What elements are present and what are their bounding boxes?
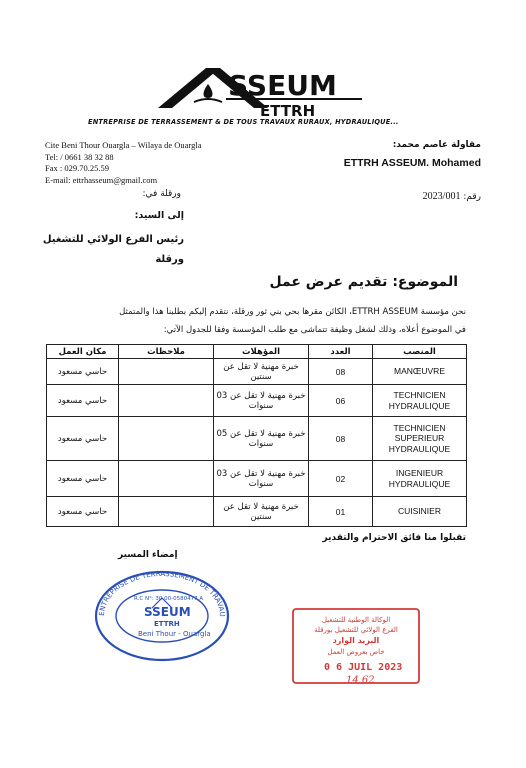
cell-qualifications: خبرة مهنية لا تقل عن 05 سنوات	[214, 417, 309, 461]
cell-notes	[119, 359, 214, 385]
table-row	[47, 359, 467, 385]
logo-text-top: SSEUM	[228, 69, 337, 102]
body-line-1: نحن مؤسسة ETTRH ASSEUM، الكائن مقرها بحي بني ثور ورقلة، نتقدم إليكم بطلبنا هذا والمتمثل	[119, 307, 466, 317]
stamp-red-line2: الفرع الولائي للتشغيل بورقلة	[314, 626, 398, 634]
cell-position: TECHNICIEN SUPERIEUR HYDRAULIQUE	[373, 417, 467, 461]
cell-notes	[119, 417, 214, 461]
drop-icon	[204, 84, 213, 98]
table-row	[47, 497, 467, 527]
company-stamp-graphic	[92, 568, 232, 664]
logo-text-bottom: ETTRH	[260, 102, 316, 120]
contact-email: E-mail: ettrhasseum@gmail.com	[45, 174, 158, 185]
stamp-red-number: 14 62	[346, 675, 375, 686]
cell-location: حاسي مسعود	[47, 417, 119, 461]
table-header-row	[47, 345, 467, 359]
cell-position: TECHNICIEN HYDRAULIQUE	[373, 385, 467, 417]
signature-label: إمضاء المسير	[118, 550, 178, 560]
cell-location: حاسي مسعود	[47, 359, 119, 385]
cell-notes	[119, 385, 214, 417]
contact-address: Cite Beni Thour Ouargla – Wilaya de Ouargla	[45, 140, 202, 150]
table-row	[47, 461, 467, 497]
cell-count: 08	[309, 359, 373, 385]
company-stamp	[92, 568, 232, 664]
cell-qualifications: خبرة مهنية لا تقل عن 03 سنوات	[214, 385, 309, 417]
stamp-logo2: ETTRH	[154, 620, 180, 628]
stamp-ring-text: ENTREPRISE DE TERRASSEMENT DE TRAVAU	[97, 569, 227, 617]
subject: الموضوع: تقديم عرض عمل	[269, 274, 458, 290]
contact-block	[45, 140, 201, 186]
cell-notes	[119, 461, 214, 497]
cell-location: حاسي مسعود	[47, 461, 119, 497]
cell-count: 01	[309, 497, 373, 527]
body-line-2: في الموضوع أعلاه، وذلك لشغل وظيفة تتماشى مع طلب المؤسسة وفقا للجدول الآتي:	[163, 325, 466, 335]
stamp-red-line1: الوكالة الوطنية للتشغيل	[321, 616, 391, 624]
cell-count: 06	[309, 385, 373, 417]
jobs-table	[46, 344, 467, 527]
reference	[423, 191, 481, 202]
table-row	[47, 385, 467, 417]
cell-location: حاسي مسعود	[47, 497, 119, 527]
reference-number: 2023/001	[422, 191, 461, 202]
logo-graphic	[150, 62, 380, 122]
company-tagline: ENTREPRISE DE TERRASSEMENT & DE TOUS TRAVAUX RURAUX, HYDRAULIQUE...	[88, 118, 399, 126]
header-location: مكان العمل	[47, 345, 119, 359]
cell-count: 08	[309, 417, 373, 461]
cell-qualifications: خبرة مهنية لا تقل عن 03 سنوات	[214, 461, 309, 497]
header-notes: ملاحظات	[119, 345, 214, 359]
contact-fax: Fax : 029.70.25.59	[45, 163, 109, 173]
reference-label: رقم:	[463, 192, 481, 202]
reception-stamp	[290, 606, 422, 690]
reception-stamp-graphic	[290, 606, 422, 690]
stamp-address: Beni Thour - Ouargla	[138, 630, 211, 638]
cell-position: CUISINIER	[373, 497, 467, 527]
table-row	[47, 417, 467, 461]
closing-line: تقبلوا منا فائق الاحترام والتقدير	[322, 533, 466, 543]
header-count: العدد	[309, 345, 373, 359]
place-date: ورقلة في:	[142, 189, 181, 199]
stamp-red-line4: خاص بعروض العمل	[327, 648, 385, 656]
logo-roof-left	[158, 68, 220, 108]
recipient-title: رئيس الفرع الولائي للتشغيل	[42, 234, 184, 245]
header-qualifications: المؤهلات	[214, 345, 309, 359]
cell-count: 02	[309, 461, 373, 497]
stamp-rc: R.C N°: 30 00-0580477 A	[134, 596, 204, 602]
stamp-red-line3: البريد الوارد	[332, 636, 380, 645]
stamp-red-date: 0 6 JUIL 2023	[324, 662, 403, 673]
header-position: المنصب	[373, 345, 467, 359]
contact-tel: Tel: / 0661 38 32 88	[45, 151, 114, 162]
cell-position: INGENIEUR HYDRAULIQUE	[373, 461, 467, 497]
company-name: ETTRH ASSEUM. Mohamed	[343, 157, 481, 169]
cell-notes	[119, 497, 214, 527]
company-label-ar: مقاولة عاصم محمد:	[392, 140, 481, 150]
recipient-city: ورقلة	[155, 254, 184, 265]
stamp-logo: SSEUM	[144, 605, 191, 619]
cell-qualifications: خبرة مهنية لا تقل عن سنتين	[214, 497, 309, 527]
cell-position: MANŒUVRE	[373, 359, 467, 385]
company-logo	[150, 62, 380, 122]
logo-wave	[194, 99, 222, 102]
recipient-to: إلى السيد:	[134, 210, 184, 221]
cell-location: حاسي مسعود	[47, 385, 119, 417]
cell-qualifications: خبرة مهنية لا تقل عن سنتين	[214, 359, 309, 385]
